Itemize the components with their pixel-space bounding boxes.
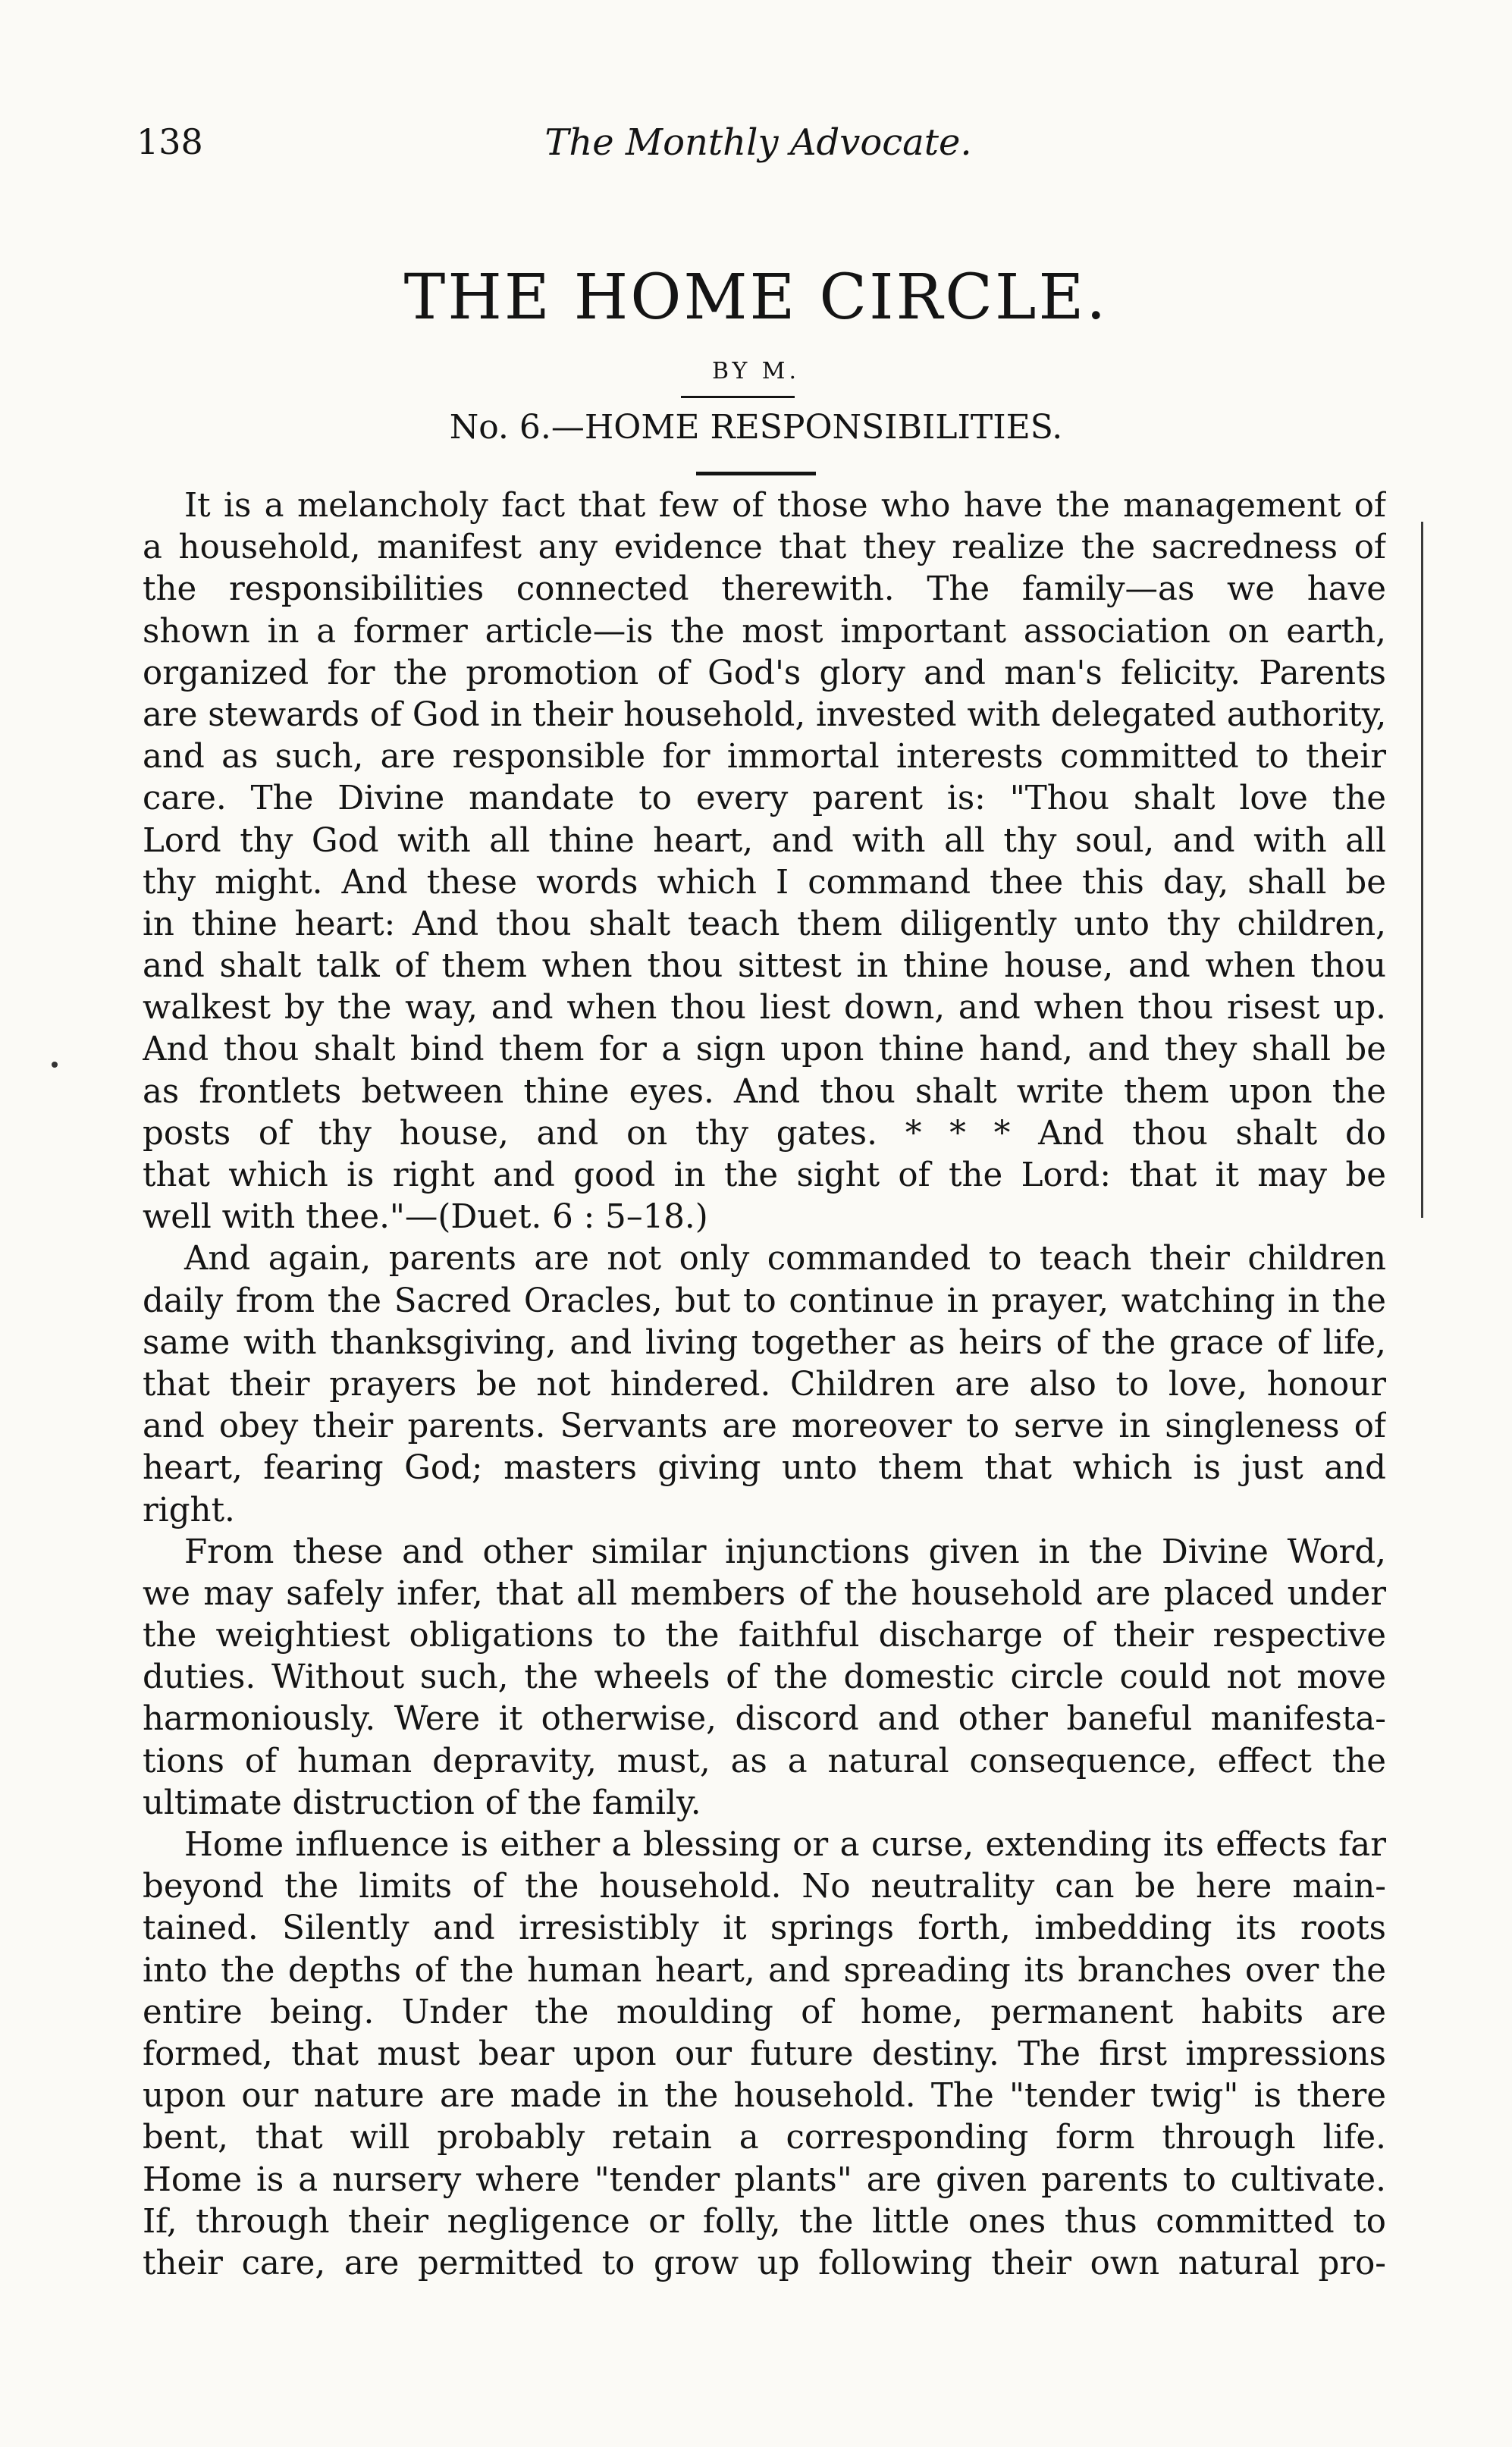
subtitle-rule (696, 472, 816, 475)
body-line: same with thanksgiving, and living together as heirs of the grace of life, (143, 1323, 1386, 1362)
byline: BY M. (711, 358, 801, 384)
body-line: tions of human depravity, must, as a natural consequence, effect the (143, 1742, 1386, 1780)
running-header (136, 121, 1380, 167)
body-line: care. The Divine mandate to every parent is: "Thou shalt love the (143, 780, 1386, 818)
body-line: that which is right and good in the sight of the Lord: that it may be (143, 1156, 1386, 1194)
body-line: upon our nature are made in the household. The "tender twig" is there (143, 2077, 1386, 2116)
body-line: If, through their negligence or folly, the little ones thus committed to (143, 2202, 1386, 2241)
body-line: Home influence is either a blessing or a curse, extending its effects far (184, 1826, 1386, 1864)
article-subtitle: No. 6.—HOME RESPONSIBILITIES. (449, 408, 1063, 447)
body-line: a household, manifest any evidence that they realize the sacredness of (143, 529, 1386, 567)
body-line: shown in a former article—is the most important association on earth, (143, 612, 1386, 651)
body-line: bent, that will probably retain a corresponding form through life. (143, 2119, 1386, 2157)
body-line: in thine heart: And thou shalt teach them diligently unto thy children, (143, 905, 1386, 943)
body-line: daily from the Sacred Oracles, but to continue in prayer, watching in the (143, 1282, 1386, 1320)
body-line: And again, parents are not only commanded to teach their children (184, 1240, 1386, 1278)
body-line: into the depths of the human heart, and spreading its branches over the (143, 1951, 1386, 1990)
body-line: their care, are permitted to grow up following their own natural pro- (143, 2244, 1386, 2282)
body-line: well with thee."—(Duet. 6 : 5–18.) (143, 1198, 708, 1237)
body-line: we may safely infer, that all members of the household are placed under (143, 1574, 1386, 1613)
body-line: heart, fearing God; masters giving unto them that which is just and (143, 1449, 1386, 1488)
body-line: formed, that must bear upon our future destiny. The first impressions (143, 2034, 1386, 2073)
body-line: posts of thy house, and on thy gates. * * * And thou shalt do (143, 1114, 1386, 1153)
body-line: It is a melancholy fact that few of those who have the management of (184, 487, 1386, 525)
body-line: thy might. And these words which I command thee this day, shall be (143, 863, 1386, 902)
running-title: The Monthly Advocate. (544, 121, 972, 164)
body-line: entire being. Under the moulding of home, permanent habits are (143, 1993, 1386, 2031)
body-line: that their prayers be not hindered. Children are also to love, honour (143, 1365, 1386, 1404)
body-text (143, 485, 1386, 2285)
body-line: and as such, are responsible for immortal interests committed to their (143, 738, 1386, 776)
body-line: And thou shalt bind them for a sign upon thine hand, and they shall be (143, 1031, 1386, 1069)
byline-rule (681, 396, 795, 398)
body-line: Home is a nursery where "tender plants" are given parents to cultivate. (143, 2160, 1386, 2199)
page-number: 138 (136, 121, 203, 162)
body-line: the responsibilities connected therewith. The family—as we have (143, 570, 1386, 609)
body-line: as frontlets between thine eyes. And thou shalt write them upon the (143, 1072, 1386, 1111)
body-line: right. (143, 1491, 235, 1529)
body-line: and shalt talk of them when thou sittest in thine house, and when thou (143, 947, 1386, 986)
body-line: From these and other similar injunctions given in the Divine Word, (184, 1533, 1386, 1571)
body-line: duties. Without such, the wheels of the domestic circle could not move (143, 1658, 1386, 1697)
body-line: the weightiest obligations to the faithful discharge of their respective (143, 1617, 1386, 1655)
body-line: harmoniously. Were it otherwise, discord and other baneful manifesta- (143, 1700, 1386, 1739)
body-line: Lord thy God with all thine heart, and with all thy soul, and with all (143, 821, 1386, 860)
margin-rule (1421, 522, 1423, 1218)
body-line: ultimate distruction of the family. (143, 1783, 701, 1822)
body-line: are stewards of God in their household, invested with delegated authority, (143, 695, 1386, 734)
body-line: walkest by the way, and when thou liest down, and when thou risest up. (143, 989, 1386, 1027)
body-line: beyond the limits of the household. No neutrality can be here main- (143, 1868, 1386, 1906)
body-line: organized for the promotion of God's glory and man's felicity. Parents (143, 654, 1386, 692)
body-line: and obey their parents. Servants are moreover to serve in singleness of (143, 1407, 1386, 1446)
body-line: tained. Silently and irresistibly it springs forth, imbedding its roots (143, 1909, 1386, 1948)
article-title: THE HOME CIRCLE. (403, 262, 1109, 334)
margin-dot (52, 1062, 58, 1068)
